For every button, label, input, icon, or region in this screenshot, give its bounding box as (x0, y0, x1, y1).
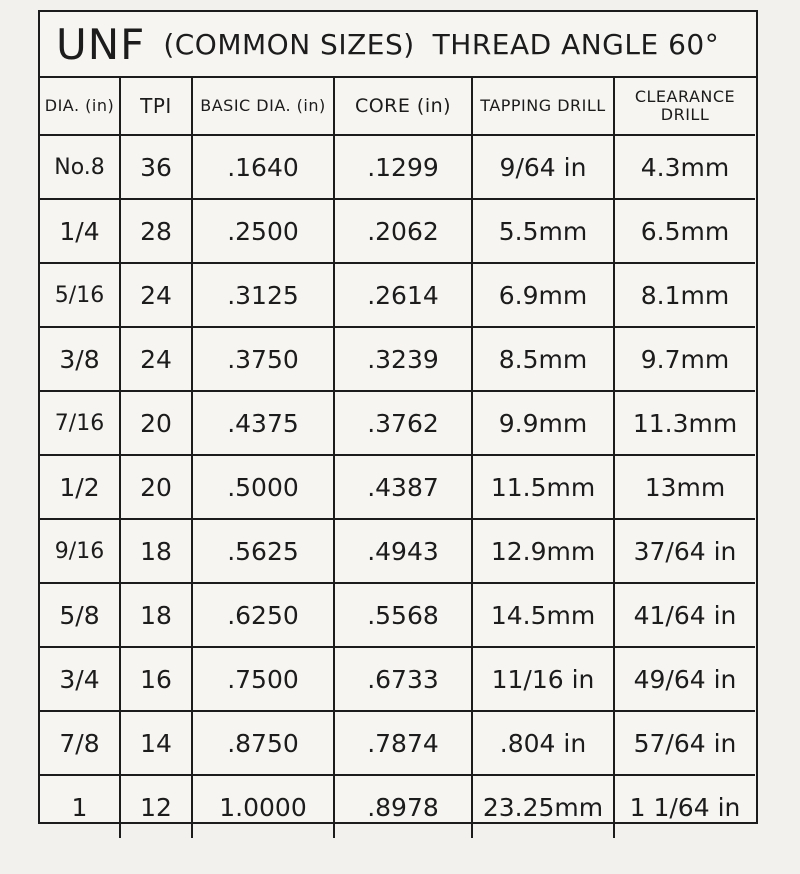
tapping-drill-cell: 9.9mm (472, 391, 614, 455)
core-cell: .7874 (334, 711, 472, 775)
table-body (40, 135, 755, 838)
clearance-drill-cell: 6.5mm (614, 199, 755, 263)
clearance-drill-cell: 4.3mm (614, 135, 755, 199)
header-row (40, 78, 755, 135)
basic-dia-cell: .3750 (192, 327, 334, 391)
tpi-cell: 28 (120, 199, 192, 263)
title-main: UNF (56, 19, 146, 69)
core-cell: .6733 (334, 647, 472, 711)
clearance-drill-cell: 37/64 in (614, 519, 755, 583)
dia-cell: 3/4 (40, 647, 120, 711)
tapping-drill-cell: 14.5mm (472, 583, 614, 647)
dia-cell: 9/16 (40, 519, 120, 583)
tapping-drill-cell: 8.5mm (472, 327, 614, 391)
table-row (40, 647, 755, 711)
tpi-cell: 24 (120, 263, 192, 327)
basic-dia-cell: .1640 (192, 135, 334, 199)
dia-cell: 3/8 (40, 327, 120, 391)
header-core: CORE (in) (334, 78, 472, 135)
table-row (40, 327, 755, 391)
header-dia: DIA. (in) (40, 78, 120, 135)
chart-title (40, 12, 756, 78)
core-cell: .3239 (334, 327, 472, 391)
core-cell: .4943 (334, 519, 472, 583)
basic-dia-cell: .4375 (192, 391, 334, 455)
basic-dia-cell: .2500 (192, 199, 334, 263)
basic-dia-cell: 1.0000 (192, 775, 334, 838)
header-clearance-drill: CLEARANCE DRILL (614, 78, 755, 135)
clearance-drill-cell: 49/64 in (614, 647, 755, 711)
unf-table (40, 78, 755, 838)
core-cell: .5568 (334, 583, 472, 647)
header-tpi: TPI (120, 78, 192, 135)
tpi-cell: 20 (120, 391, 192, 455)
basic-dia-cell: .8750 (192, 711, 334, 775)
basic-dia-cell: .3125 (192, 263, 334, 327)
core-cell: .1299 (334, 135, 472, 199)
tapping-drill-cell: 9/64 in (472, 135, 614, 199)
dia-cell: 5/8 (40, 583, 120, 647)
table-row (40, 711, 755, 775)
tapping-drill-cell: 23.25mm (472, 775, 614, 838)
tpi-cell: 14 (120, 711, 192, 775)
core-cell: .4387 (334, 455, 472, 519)
tpi-cell: 20 (120, 455, 192, 519)
core-cell: .2062 (334, 199, 472, 263)
dia-cell: 1/4 (40, 199, 120, 263)
core-cell: .3762 (334, 391, 472, 455)
title-thread-angle: THREAD ANGLE 60° (432, 27, 720, 61)
dia-cell: 1/2 (40, 455, 120, 519)
tpi-cell: 36 (120, 135, 192, 199)
table-row (40, 199, 755, 263)
header-tapping-drill: TAPPING DRILL (472, 78, 614, 135)
header-basic-dia: BASIC DIA. (in) (192, 78, 334, 135)
thread-chart (38, 10, 758, 824)
tpi-cell: 16 (120, 647, 192, 711)
table-row (40, 519, 755, 583)
clearance-drill-cell: 1 1/64 in (614, 775, 755, 838)
basic-dia-cell: .6250 (192, 583, 334, 647)
clearance-drill-cell: 57/64 in (614, 711, 755, 775)
clearance-drill-cell: 13mm (614, 455, 755, 519)
tapping-drill-cell: 12.9mm (472, 519, 614, 583)
table-row (40, 455, 755, 519)
tapping-drill-cell: 5.5mm (472, 199, 614, 263)
core-cell: .8978 (334, 775, 472, 838)
dia-cell: 7/16 (40, 391, 120, 455)
basic-dia-cell: .5625 (192, 519, 334, 583)
table-row (40, 263, 755, 327)
dia-cell: 5/16 (40, 263, 120, 327)
table-row (40, 135, 755, 199)
table-row (40, 775, 755, 838)
tpi-cell: 24 (120, 327, 192, 391)
clearance-drill-cell: 9.7mm (614, 327, 755, 391)
tapping-drill-cell: 11.5mm (472, 455, 614, 519)
dia-cell: No.8 (40, 135, 120, 199)
table-row (40, 583, 755, 647)
tapping-drill-cell: 6.9mm (472, 263, 614, 327)
tapping-drill-cell: .804 in (472, 711, 614, 775)
tapping-drill-cell: 11/16 in (472, 647, 614, 711)
dia-cell: 7/8 (40, 711, 120, 775)
title-sub: (COMMON SIZES) (163, 27, 415, 61)
core-cell: .2614 (334, 263, 472, 327)
tpi-cell: 18 (120, 519, 192, 583)
tpi-cell: 12 (120, 775, 192, 838)
clearance-drill-cell: 8.1mm (614, 263, 755, 327)
basic-dia-cell: .7500 (192, 647, 334, 711)
clearance-drill-cell: 11.3mm (614, 391, 755, 455)
clearance-drill-cell: 41/64 in (614, 583, 755, 647)
dia-cell: 1 (40, 775, 120, 838)
basic-dia-cell: .5000 (192, 455, 334, 519)
tpi-cell: 18 (120, 583, 192, 647)
table-row (40, 391, 755, 455)
